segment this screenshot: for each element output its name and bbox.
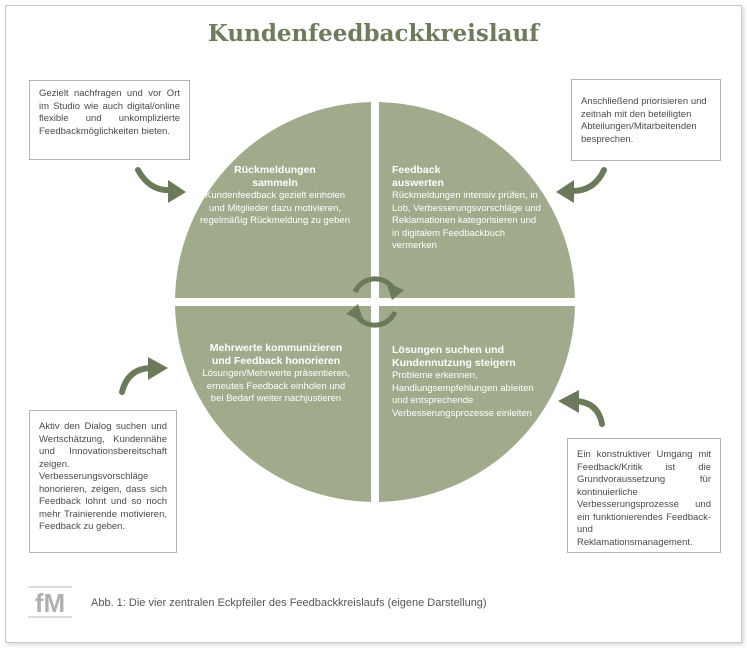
- logo-text: fM: [34, 588, 66, 618]
- quadrant-bottom-left: [170, 306, 371, 507]
- quadrant-body: Probleme erkennen, Handlungsempfehlungen ableiten und entsprechende Verbesserungsprozesse einleiten: [392, 370, 534, 419]
- arrow-bottom-left: [122, 357, 168, 392]
- fm-logo: [28, 582, 72, 622]
- quadrant-heading: Lösungen suchen und: [392, 344, 504, 356]
- note-bottom-right: [567, 438, 721, 553]
- note-text: Anschließend priorisieren und zeitnah mit den beteiligten Abteilungen/Mitarbeitenden besprechen.: [581, 96, 707, 145]
- note-text: Gezielt nachfragen und vor Ort im Studio wie auch digital/online flexible und unkomplizierte Feedbackmöglichkeiten bieten.: [39, 88, 180, 137]
- diagram-title: Kundenfeedbackkreislauf: [207, 20, 540, 47]
- arrow-top-left: [138, 170, 186, 203]
- quadrant-heading: Kundennutzung steigern: [392, 357, 516, 369]
- quadrant-text-bottom-left: [196, 342, 356, 406]
- arrow-bottom-right: [558, 390, 602, 424]
- quadrant-heading: Feedback: [392, 164, 441, 176]
- note-text: Aktiv den Dialog suchen und Wertschätzung, Kundennähe und Innovationsbereitschaft zeigen. Verbesserungsvorschläge honorieren, zeigen, dass sich Feedback lohnt und so noch mehr Trainierende motivieren, Feedback zu geben.: [39, 421, 167, 532]
- quadrant-body: Rückmeldungen intensiv prüfen, in Lob, Verbesserungsvorschläge und Reklamationen kategorisieren und in digitalem Feedbackbuch vermerken: [392, 190, 541, 251]
- quadrant-heading: Mehrwerte kommunizieren: [209, 342, 343, 354]
- quadrant-heading: und Feedback honorieren: [211, 355, 341, 367]
- quadrant-heading: sammeln: [252, 177, 298, 189]
- quadrant-text-top-left: [196, 164, 354, 228]
- note-bottom-left: [29, 410, 177, 553]
- quadrant-body: Lösungen/Mehrwerte präsentieren, erneutes Feedback einholen und bei Bedarf weiter nachjustieren: [202, 368, 350, 404]
- quadrant-heading: auswerten: [392, 177, 444, 189]
- quadrant-text-top-right: [392, 164, 542, 253]
- figure-caption: Abb. 1: Die vier zentralen Eckpfeiler des Feedbackkreislaufs (eigene Darstellung): [91, 597, 487, 609]
- arrow-top-right: [556, 170, 604, 203]
- note-top-left: [29, 80, 190, 160]
- quadrant-text-bottom-right: [392, 344, 542, 420]
- note-top-right: [571, 79, 721, 161]
- note-text: Ein konstruktiver Umgang mit Feedback/Kritik ist die Grundvoraussetzung für kontinuierliche Verbesserungsprozesse und ein funktionierendes Feedback- und Reklamationsmanagement.: [577, 449, 711, 548]
- quadrant-body: Kundenfeedback gezielt einholen und Mitglieder dazu motivieren, regelmäßig Rückmeldung zu geben: [200, 190, 350, 226]
- quadrant-heading: Rückmeldungen: [234, 164, 316, 176]
